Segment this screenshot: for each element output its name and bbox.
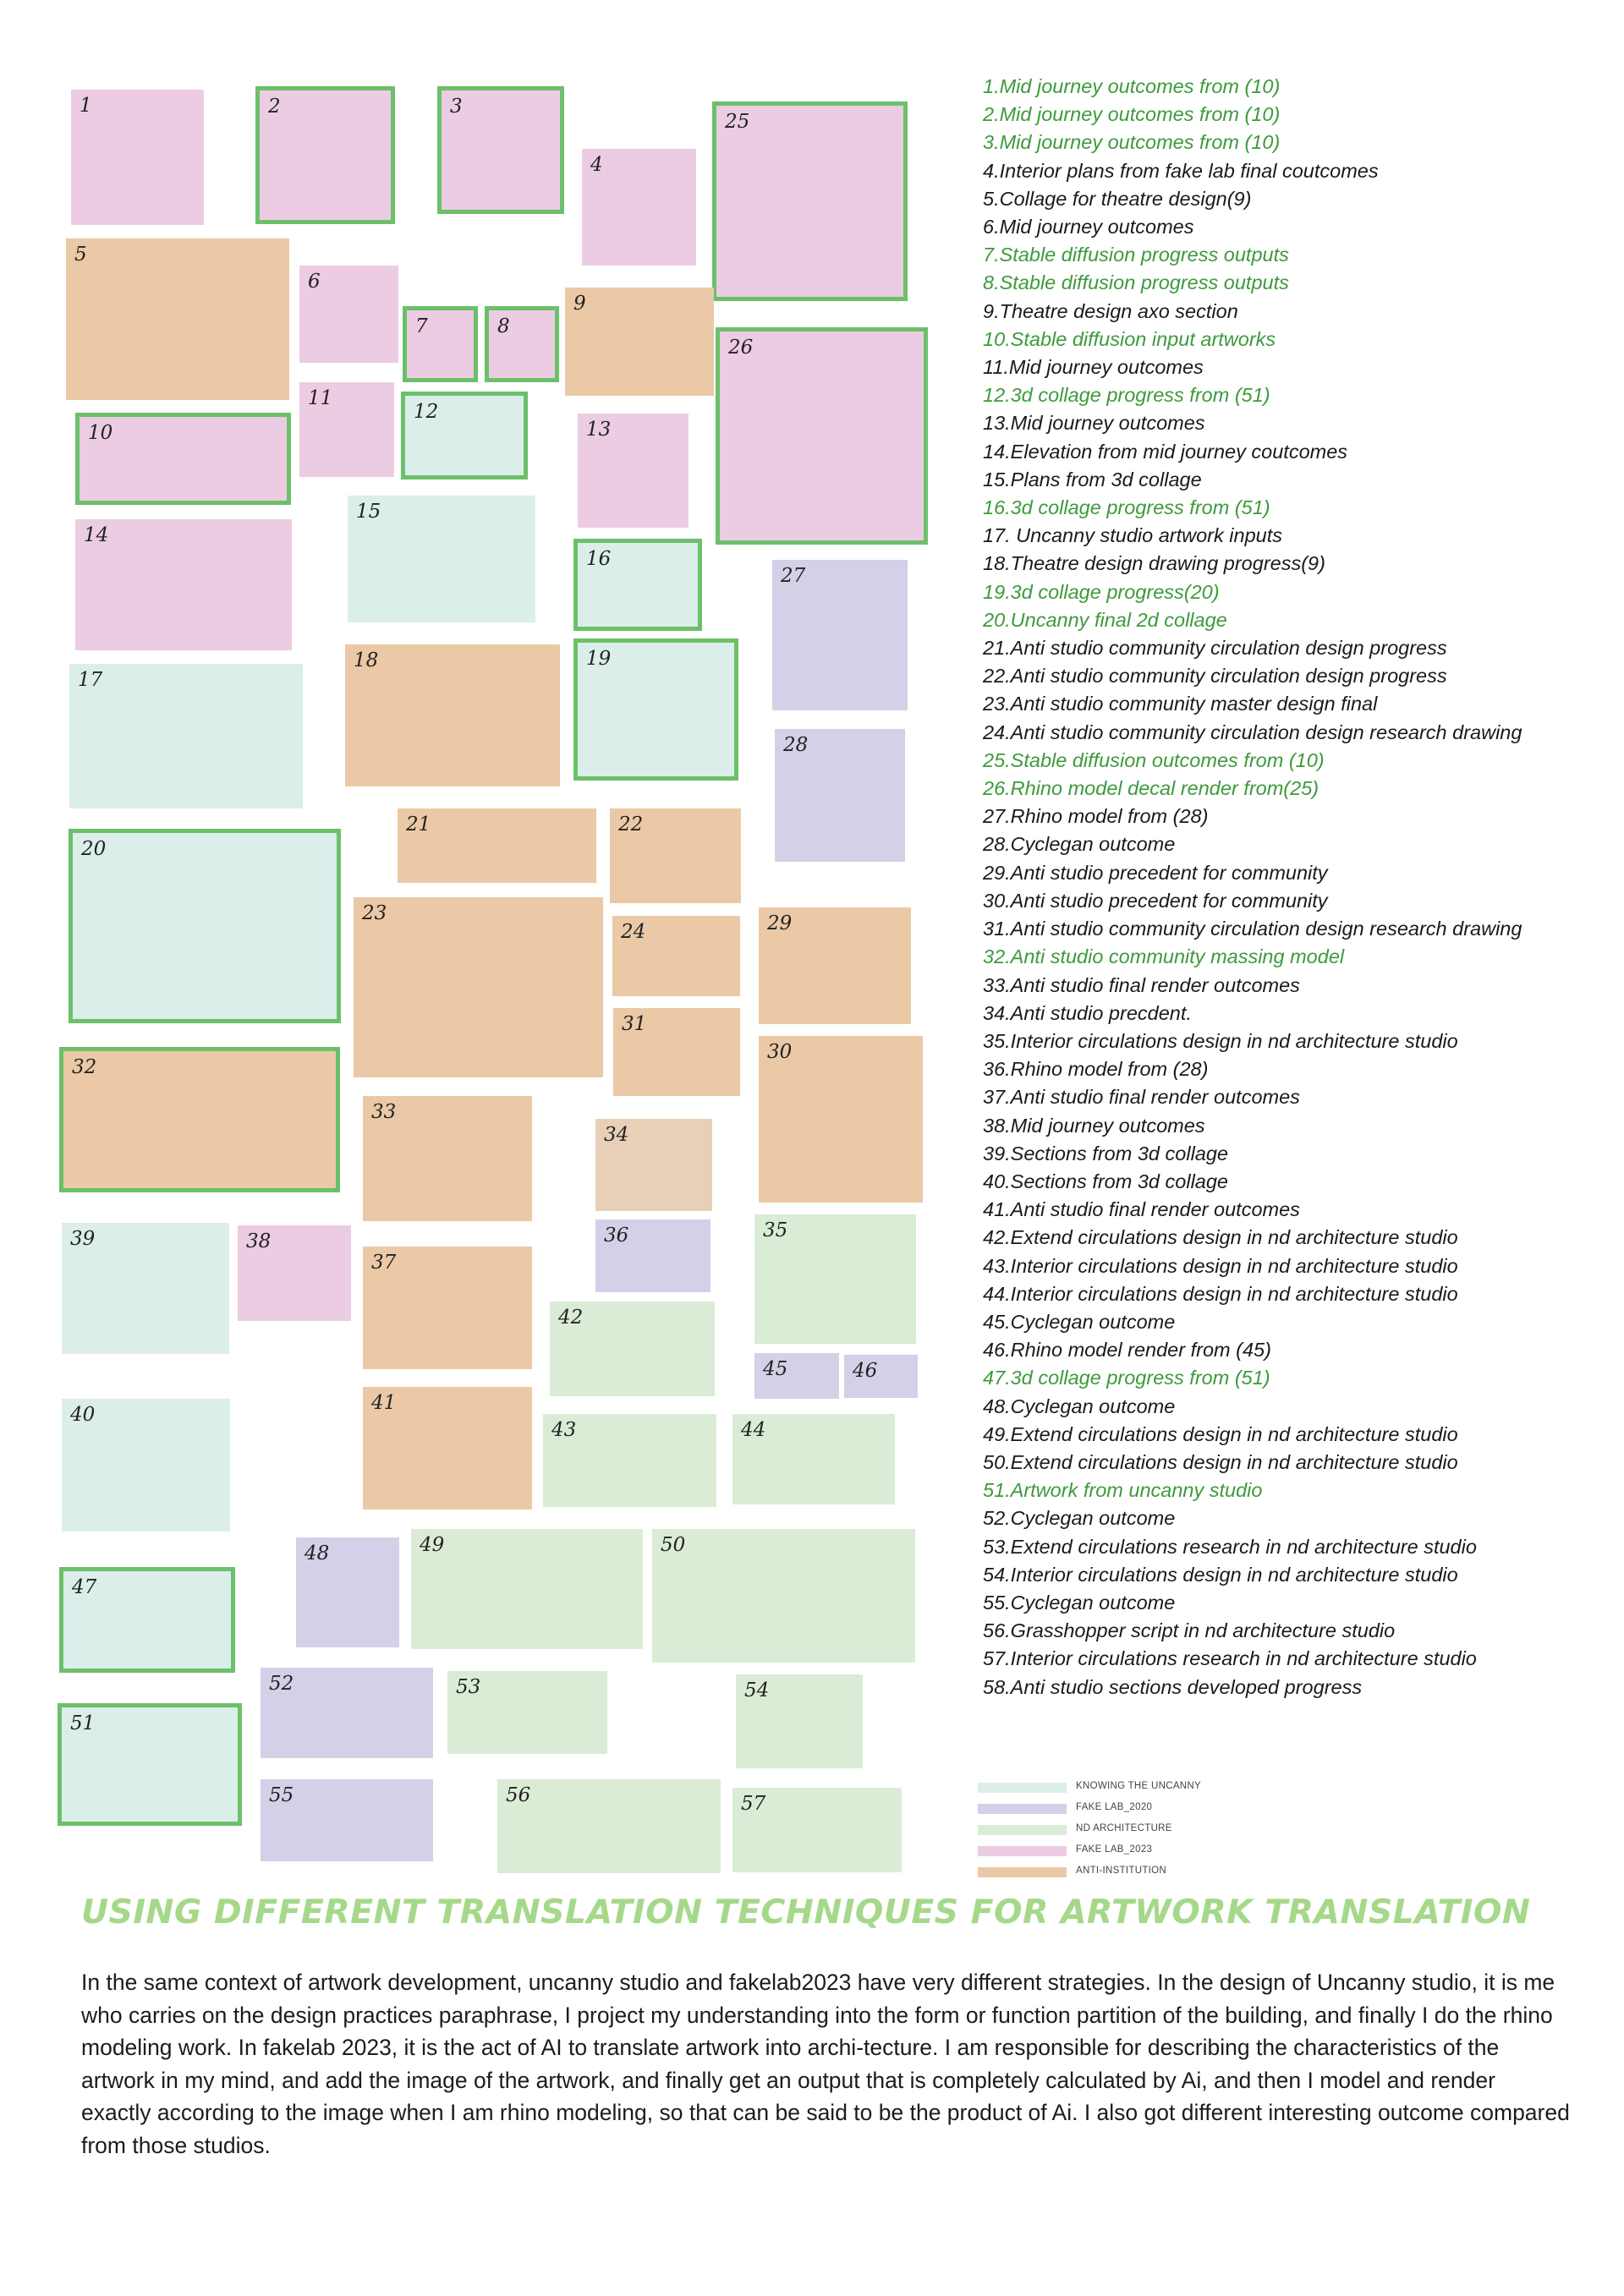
tile-number: 55 — [269, 1784, 294, 1806]
legend-item: 54.Interior circulations design in nd architecture studio — [983, 1563, 1458, 1586]
tile-number: 36 — [604, 1225, 629, 1247]
artwork-tile-32 — [59, 1047, 340, 1192]
tile-number: 26 — [728, 337, 754, 359]
tile-number: 10 — [88, 422, 113, 444]
tile-number: 7 — [415, 315, 428, 337]
legend-item: 9.Theatre design axo section — [983, 299, 1238, 322]
artwork-tile-21 — [398, 808, 596, 883]
legend-item: 48.Cyclegan outcome — [983, 1395, 1176, 1417]
key-row-knowing — [978, 1781, 1257, 1795]
artwork-tile-47 — [59, 1567, 235, 1673]
tile-number: 50 — [661, 1534, 686, 1556]
artwork-tile-9 — [565, 288, 714, 396]
tile-number: 37 — [371, 1252, 397, 1274]
artwork-tile-10 — [75, 413, 291, 505]
artwork-tile-40 — [62, 1399, 230, 1532]
legend-item: 39.Sections from 3d collage — [983, 1142, 1228, 1164]
legend-item: 58.Anti studio sections developed progress — [983, 1675, 1363, 1698]
legend-item: 8.Stable diffusion progress outputs — [983, 271, 1289, 294]
tile-number: 14 — [84, 524, 109, 546]
legend-item: 15.Plans from 3d collage — [983, 468, 1202, 490]
tile-number: 38 — [246, 1230, 272, 1252]
legend-item: 30.Anti studio precedent for community — [983, 889, 1328, 912]
artwork-tile-43 — [543, 1414, 716, 1507]
legend-item: 27.Rhino model from (28) — [983, 805, 1209, 828]
artwork-tile-49 — [411, 1529, 643, 1649]
artwork-tile-37 — [363, 1247, 532, 1369]
artwork-tile-29 — [759, 907, 911, 1024]
artwork-tile-11 — [299, 382, 394, 477]
tile-number: 3 — [450, 96, 463, 118]
tile-number: 45 — [763, 1358, 788, 1380]
tile-number: 42 — [558, 1307, 584, 1329]
tile-number: 2 — [268, 96, 281, 118]
legend-item: 35.Interior circulations design in nd architecture studio — [983, 1029, 1458, 1052]
artwork-tile-17 — [69, 664, 303, 808]
key-label: KNOWING THE UNCANNY — [1076, 1781, 1201, 1791]
legend-item: 26.Rhino model decal render from(25) — [983, 777, 1320, 800]
artwork-tile-34 — [595, 1119, 712, 1211]
artwork-tile-33 — [363, 1096, 532, 1221]
artwork-tile-12 — [401, 392, 528, 479]
artwork-tile-19 — [573, 638, 738, 781]
legend-item: 49.Extend circulations design in nd architecture studio — [983, 1422, 1458, 1445]
legend-item: 5.Collage for theatre design(9) — [983, 187, 1252, 210]
legend-item: 10.Stable diffusion input artworks — [983, 327, 1276, 350]
artwork-tile-4 — [582, 149, 696, 266]
legend-item: 36.Rhino model from (28) — [983, 1058, 1209, 1081]
legend-item: 25.Stable diffusion outcomes from (10) — [983, 748, 1325, 771]
legend-item: 7.Stable diffusion progress outputs — [983, 244, 1289, 266]
key-swatch — [978, 1867, 1067, 1877]
artwork-tile-36 — [595, 1219, 710, 1292]
legend-item: 20.Uncanny final 2d collage — [983, 608, 1227, 631]
section-heading: USING DIFFERENT TRANSLATION TECHNIQUES FOR ARTWORK TRANSLATION — [81, 1893, 1531, 1932]
legend-item: 16.3d collage progress from (51) — [983, 496, 1270, 519]
tile-number: 28 — [783, 734, 809, 756]
legend-item: 33.Anti studio final render outcomes — [983, 973, 1300, 996]
tile-number: 19 — [586, 648, 612, 670]
legend-item: 57.Interior circulations research in nd architecture studio — [983, 1647, 1477, 1670]
artwork-tile-3 — [437, 86, 564, 214]
artwork-tile-45 — [754, 1353, 839, 1399]
legend-item: 32.Anti studio community massing model — [983, 945, 1345, 968]
tile-number: 25 — [725, 111, 750, 133]
key-swatch — [978, 1804, 1067, 1814]
artwork-tile-14 — [75, 519, 292, 650]
tile-number: 21 — [406, 814, 431, 836]
legend-item: 11.Mid journey outcomes — [983, 356, 1204, 379]
legend-item: 31.Anti studio community circulation design research drawing — [983, 918, 1522, 940]
tile-number: 16 — [586, 548, 612, 570]
tile-number: 27 — [781, 565, 806, 587]
legend-item: 4.Interior plans from fake lab final coutcomes — [983, 159, 1379, 182]
artwork-tile-38 — [238, 1225, 351, 1321]
body-paragraph: In the same context of artwork development, uncanny studio and fakelab2023 have very different strategies. In the design of Uncanny studio, it is me who carries on the design practices paraphrase, I project my understanding into the form or function partition of the building, and finally I do the rhino modeling work. In fakelab 2023, it is the act of AI to translate artwork into archi-tecture. I am responsible for describing the characteristics of the artwork in my mind, and add the image of the artwork, and finally get an output that is completely calculated by Ai, and then I model and render exactly according to the image when I am rhino modeling, so that can be said to be the product of Ai. I also got different interesting outcome compared from those studios. — [81, 1970, 1570, 2158]
artwork-tile-22 — [610, 808, 741, 903]
artwork-tile-42 — [550, 1301, 715, 1396]
legend-item: 46.Rhino model render from (45) — [983, 1339, 1271, 1362]
tile-number: 33 — [371, 1101, 397, 1123]
tile-number: 17 — [78, 669, 103, 691]
key-swatch — [978, 1846, 1067, 1856]
artwork-tile-54 — [736, 1674, 863, 1768]
legend-item: 18.Theatre design drawing progress(9) — [983, 552, 1325, 575]
artwork-tile-16 — [573, 539, 702, 631]
key-row-nd — [978, 1823, 1257, 1837]
tile-number: 9 — [573, 293, 586, 315]
artwork-tile-30 — [759, 1036, 923, 1203]
legend-item: 45.Cyclegan outcome — [983, 1310, 1176, 1333]
tile-number: 51 — [70, 1712, 96, 1734]
legend-item: 38.Mid journey outcomes — [983, 1114, 1205, 1137]
legend-item: 47.3d collage progress from (51) — [983, 1367, 1270, 1389]
tile-number: 15 — [356, 501, 381, 523]
artwork-tile-5 — [66, 238, 289, 400]
tile-number: 41 — [371, 1392, 397, 1414]
tile-number: 46 — [853, 1360, 878, 1382]
artwork-tile-13 — [578, 414, 689, 528]
artwork-tile-1 — [71, 90, 204, 225]
legend-item: 29.Anti studio precedent for community — [983, 861, 1328, 884]
artwork-tile-55 — [261, 1779, 433, 1861]
artwork-tile-35 — [754, 1214, 916, 1344]
tile-number: 4 — [590, 154, 603, 176]
artwork-tile-2 — [255, 86, 395, 224]
legend-item: 17. Uncanny studio artwork inputs — [983, 524, 1282, 547]
tile-number: 12 — [414, 401, 439, 423]
legend-item: 56.Grasshopper script in nd architecture studio — [983, 1619, 1396, 1642]
tile-number: 5 — [74, 244, 87, 266]
artwork-tile-28 — [775, 729, 905, 862]
legend-item: 55.Cyclegan outcome — [983, 1591, 1176, 1614]
tile-number: 34 — [604, 1124, 629, 1146]
tile-number: 23 — [362, 902, 387, 924]
legend-item: 12.3d collage progress from (51) — [983, 384, 1270, 407]
tile-number: 13 — [586, 419, 612, 441]
artwork-tile-41 — [363, 1387, 532, 1510]
key-row-fakelab2020 — [978, 1802, 1257, 1816]
legend-item: 23.Anti studio community master design final — [983, 693, 1378, 715]
legend-item: 1.Mid journey outcomes from (10) — [983, 75, 1281, 97]
tile-number: 54 — [744, 1680, 770, 1701]
tile-number: 43 — [551, 1419, 577, 1441]
key-row-fakelab2023 — [978, 1844, 1257, 1858]
artwork-tile-57 — [732, 1788, 902, 1872]
tile-number: 53 — [456, 1676, 481, 1698]
tile-number: 35 — [763, 1219, 788, 1241]
tile-number: 49 — [420, 1534, 445, 1556]
tile-number: 18 — [354, 649, 379, 671]
artwork-tile-50 — [652, 1529, 915, 1663]
tile-number: 6 — [308, 271, 321, 293]
legend-item: 3.Mid journey outcomes from (10) — [983, 131, 1281, 154]
legend-item: 42.Extend circulations design in nd architecture studio — [983, 1226, 1458, 1249]
artwork-tile-39 — [62, 1223, 229, 1354]
tile-number: 31 — [622, 1013, 647, 1035]
tile-number: 44 — [741, 1419, 766, 1441]
tile-number: 20 — [81, 838, 107, 860]
artwork-tile-24 — [612, 916, 740, 996]
tile-number: 48 — [304, 1543, 330, 1564]
artwork-legend-list — [983, 73, 1613, 1701]
tile-number: 57 — [741, 1793, 766, 1815]
legend-item: 6.Mid journey outcomes — [983, 216, 1194, 238]
artwork-tile-6 — [299, 266, 398, 363]
legend-item: 53.Extend circulations research in nd architecture studio — [983, 1535, 1477, 1558]
legend-item: 50.Extend circulations design in nd architecture studio — [983, 1450, 1458, 1473]
artwork-tile-8 — [485, 306, 559, 382]
key-label: ND ARCHITECTURE — [1076, 1823, 1172, 1833]
tile-number: 40 — [70, 1404, 96, 1426]
legend-item: 21.Anti studio community circulation design progress — [983, 637, 1447, 660]
legend-item: 2.Mid journey outcomes from (10) — [983, 103, 1281, 126]
artwork-tile-15 — [348, 496, 535, 622]
tile-number: 52 — [269, 1673, 294, 1695]
artwork-tile-25 — [712, 101, 908, 301]
legend-item: 22.Anti studio community circulation design progress — [983, 665, 1447, 688]
tile-number: 22 — [618, 814, 644, 836]
legend-item: 41.Anti studio final render outcomes — [983, 1198, 1300, 1221]
key-label: FAKE LAB_2023 — [1076, 1844, 1153, 1855]
key-label: ANTI-INSTITUTION — [1076, 1866, 1167, 1876]
artwork-tile-48 — [296, 1537, 399, 1647]
artwork-tile-18 — [345, 644, 560, 786]
legend-item: 24.Anti studio community circulation design research drawing — [983, 721, 1522, 743]
tile-number: 30 — [767, 1041, 793, 1063]
legend-item: 43.Interior circulations design in nd architecture studio — [983, 1254, 1458, 1277]
artwork-tile-7 — [403, 306, 478, 382]
key-swatch — [978, 1825, 1067, 1835]
artwork-tile-56 — [497, 1779, 721, 1873]
tile-number: 39 — [70, 1228, 96, 1250]
legend-item: 34.Anti studio precdent. — [983, 1001, 1192, 1024]
tile-number: 8 — [497, 315, 510, 337]
tile-number: 32 — [72, 1056, 97, 1078]
artwork-tile-27 — [772, 560, 908, 710]
key-label: FAKE LAB_2020 — [1076, 1802, 1153, 1812]
tile-number: 29 — [767, 912, 793, 934]
legend-item: 44.Interior circulations design in nd architecture studio — [983, 1282, 1458, 1305]
artwork-tile-46 — [844, 1355, 918, 1398]
legend-item: 51.Artwork from uncanny studio — [983, 1479, 1263, 1502]
artwork-tile-26 — [716, 327, 928, 545]
legend-item: 37.Anti studio final render outcomes — [983, 1086, 1300, 1109]
artwork-tile-52 — [261, 1668, 433, 1758]
key-row-anti — [978, 1866, 1257, 1879]
legend-item: 13.Mid journey outcomes — [983, 412, 1205, 435]
artwork-tile-51 — [58, 1703, 242, 1826]
legend-item: 28.Cyclegan outcome — [983, 833, 1176, 856]
legend-item: 19.3d collage progress(20) — [983, 580, 1220, 603]
artwork-tile-23 — [354, 897, 603, 1077]
tile-number: 47 — [72, 1576, 97, 1598]
tile-number: 24 — [621, 921, 646, 943]
tile-number: 56 — [506, 1784, 531, 1806]
tile-number: 11 — [308, 387, 333, 409]
artwork-tile-53 — [447, 1671, 607, 1754]
artwork-tile-31 — [613, 1008, 740, 1096]
key-swatch — [978, 1783, 1067, 1793]
legend-item: 40.Sections from 3d collage — [983, 1170, 1228, 1192]
legend-item: 14.Elevation from mid journey coutcomes — [983, 440, 1348, 463]
legend-item: 52.Cyclegan outcome — [983, 1507, 1176, 1530]
artwork-tile-44 — [732, 1414, 895, 1504]
artwork-tile-20 — [69, 829, 341, 1023]
tile-number: 1 — [80, 95, 92, 117]
